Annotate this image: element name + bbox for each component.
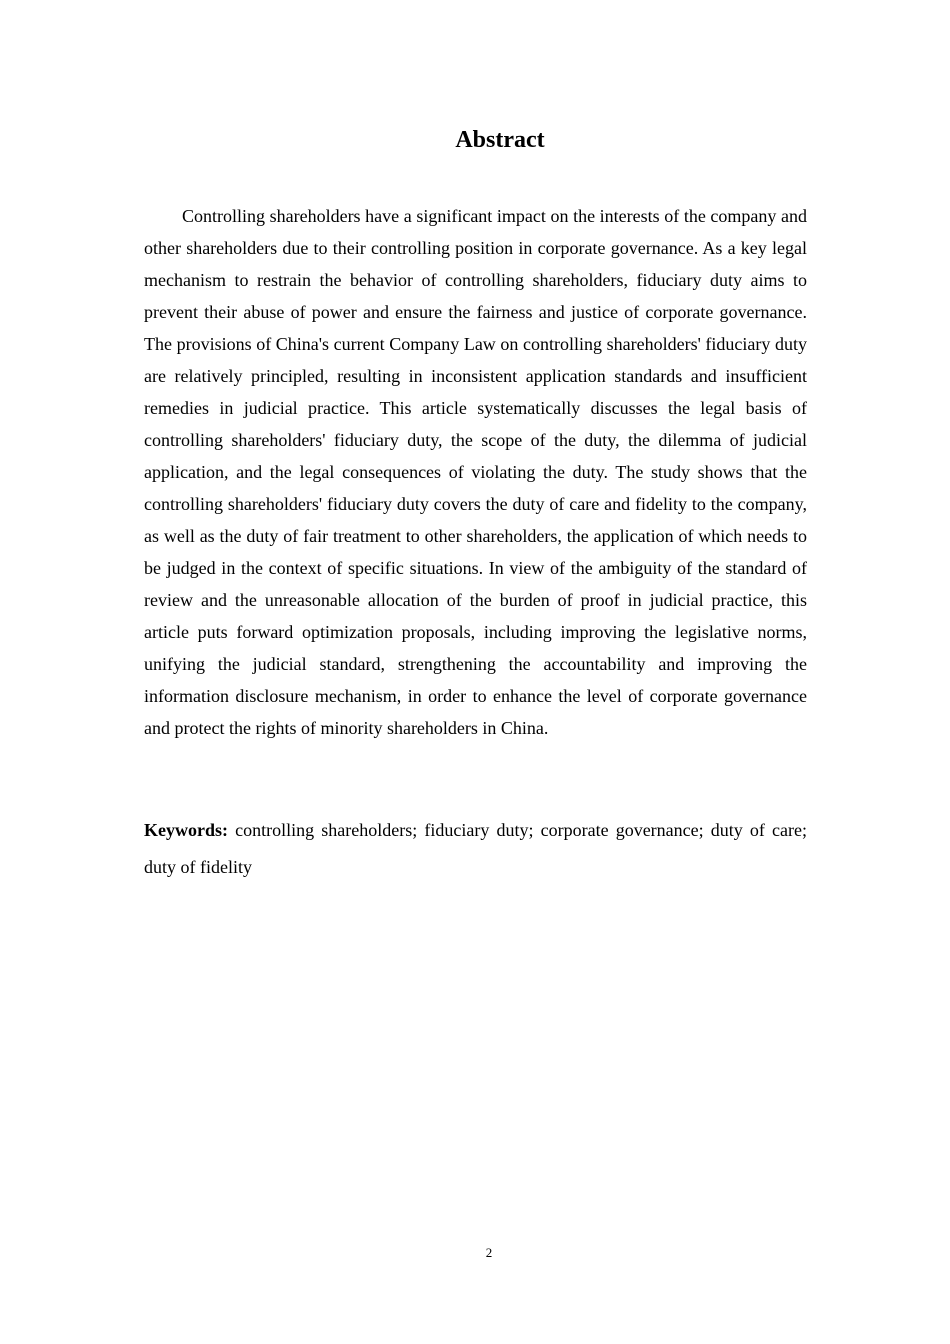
abstract-title: Abstract: [455, 127, 545, 153]
abstract-paragraph: Controlling shareholders have a significant impact on the interests of the company and other shareholders due to their controlling position in corporate governance. As a key legal mechanism to restrain the behavior of controlling shareholders, fiduciary duty aims to prevent their abuse of power and ensure the fairness and justice of corporate governance. The provisions of China's current Company Law on controlling shareholders' fiduciary duty are relatively principled, resulting in inconsistent application standards and insufficient remedies in judicial practice. This article systematically discusses the legal basis of controlling shareholders' fiduciary duty, the scope of the duty, the dilemma of judicial application, and the legal consequences of violating the duty. The study shows that the controlling shareholders' fiduciary duty covers the duty of care and fidelity to the company, as well as the duty of fair treatment to other shareholders, the application of which needs to be judged in the context of specific situations. In view of the ambiguity of the standard of review and the unreasonable allocation of the burden of proof in judicial practice, this article puts forward optimization proposals, including improving the legislative norms, unifying the judicial standard, strengthening the accountability and improving the information disclosure mechanism, in order to enhance the level of corporate governance and protect the rights of minority shareholders in China.: [144, 206, 807, 738]
keywords-text: controlling shareholders; fiduciary duty; corporate governance; duty of care; duty of fidelity: [144, 820, 808, 877]
keywords-label: Keywords:: [144, 820, 228, 840]
keywords-line: [144, 812, 807, 886]
page-number: 2: [485, 1245, 493, 1260]
